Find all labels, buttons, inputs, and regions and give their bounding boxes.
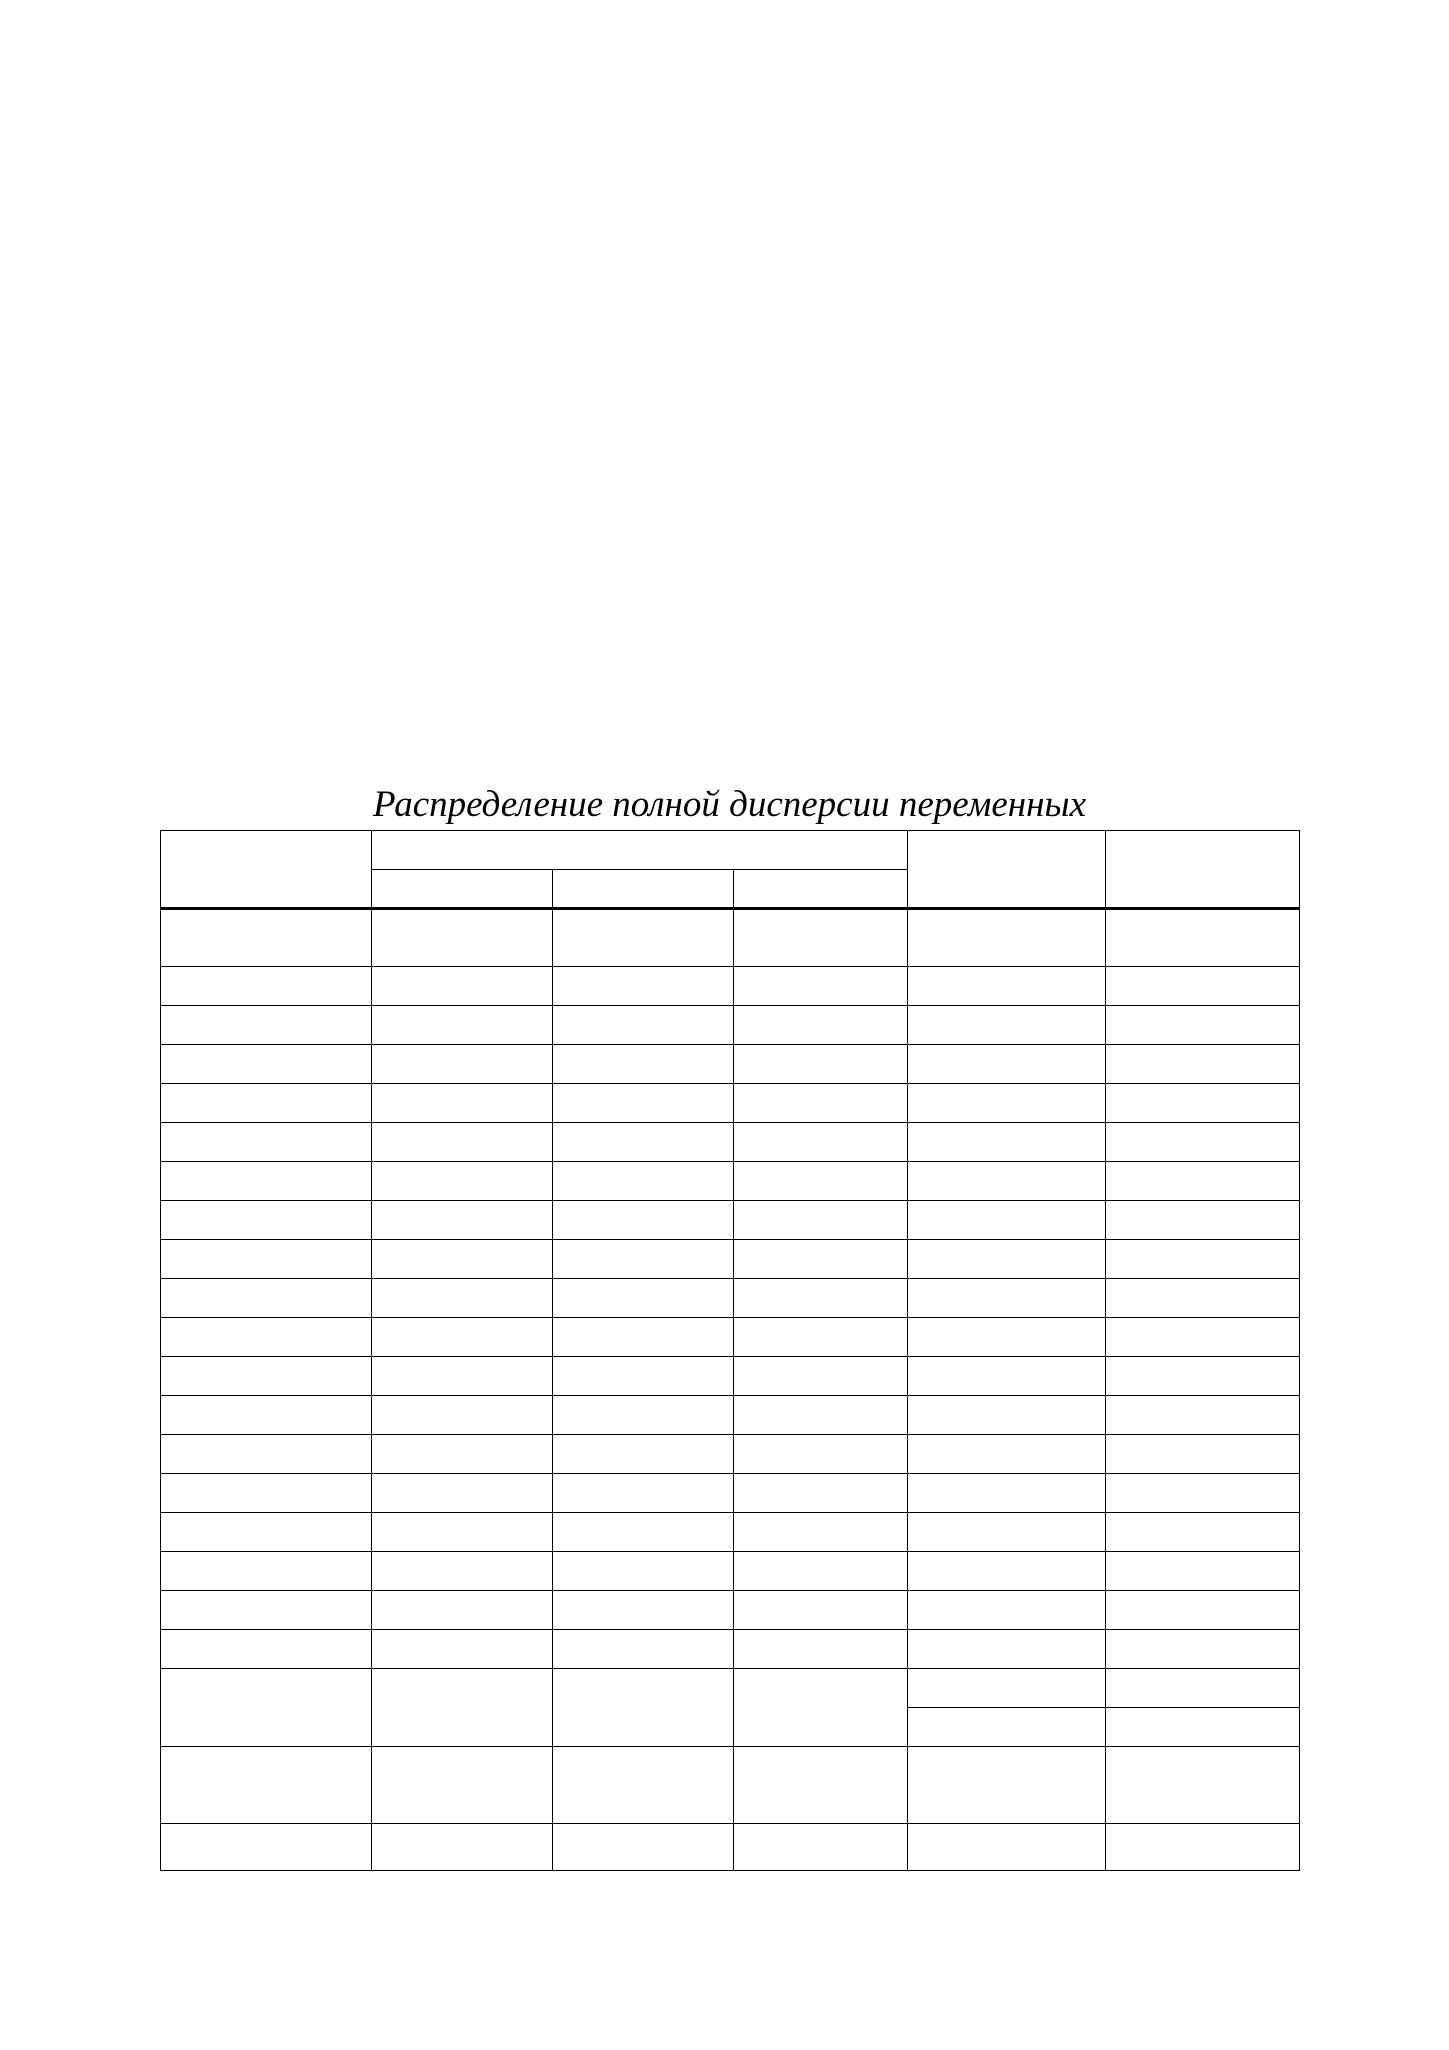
table-row — [161, 1747, 1300, 1824]
table-cell — [553, 1824, 734, 1871]
table-cell — [1106, 1279, 1300, 1318]
table-row — [161, 1513, 1300, 1552]
table-cell — [1106, 1708, 1300, 1747]
table-cell — [734, 1513, 908, 1552]
table-cell — [161, 1474, 372, 1513]
table-cell — [372, 967, 553, 1006]
table-cell — [734, 1552, 908, 1591]
table-cell — [553, 1201, 734, 1240]
table-cell — [553, 1396, 734, 1435]
table-cell — [553, 1357, 734, 1396]
table-cell — [1106, 1513, 1300, 1552]
table-cell — [734, 909, 908, 967]
header-cell-col5 — [908, 831, 1106, 909]
table-cell — [372, 1591, 553, 1630]
table-cell — [734, 1357, 908, 1396]
table-cell — [908, 1396, 1106, 1435]
table-cell — [1106, 1201, 1300, 1240]
table-cell — [1106, 1162, 1300, 1201]
table-cell — [553, 967, 734, 1006]
header-row-1 — [161, 831, 1300, 870]
table-cell — [908, 1435, 1106, 1474]
table-cell — [734, 1396, 908, 1435]
table-cell — [734, 1006, 908, 1045]
table-cell — [553, 1591, 734, 1630]
table-cell — [161, 909, 372, 967]
table-cell — [161, 1006, 372, 1045]
table-row — [161, 1279, 1300, 1318]
table-row — [161, 1824, 1300, 1871]
table-cell — [372, 1162, 553, 1201]
table-cell — [908, 1279, 1106, 1318]
table-cell — [553, 1045, 734, 1084]
table-cell — [1106, 1669, 1300, 1708]
table-cell — [908, 1006, 1106, 1045]
table-row — [161, 1201, 1300, 1240]
table-cell — [161, 1318, 372, 1357]
table-cell — [908, 909, 1106, 967]
table-cell — [1106, 1318, 1300, 1357]
table-cell — [553, 1084, 734, 1123]
table-cell — [734, 1824, 908, 1871]
table-cell — [734, 967, 908, 1006]
table-cell — [553, 1435, 734, 1474]
table-cell — [553, 1513, 734, 1552]
table-cell — [372, 1747, 553, 1824]
table-cell — [1106, 1045, 1300, 1084]
table-row — [161, 1240, 1300, 1279]
table-cell — [734, 1162, 908, 1201]
table-cell — [161, 1513, 372, 1552]
table-cell — [1106, 1006, 1300, 1045]
header-cell-component — [161, 831, 372, 909]
table-cell — [553, 1123, 734, 1162]
table-cell — [372, 909, 553, 967]
table-cell — [372, 1123, 553, 1162]
table-cell — [1106, 1084, 1300, 1123]
table-cell — [161, 967, 372, 1006]
table-row — [161, 1318, 1300, 1357]
table-cell — [372, 1669, 553, 1747]
table-cell — [1106, 1357, 1300, 1396]
table-cell — [372, 1240, 553, 1279]
header-subcell-3 — [734, 870, 908, 909]
table-row — [161, 1084, 1300, 1123]
table-cell — [908, 1747, 1106, 1824]
table-cell — [734, 1084, 908, 1123]
table-row — [161, 1435, 1300, 1474]
table-row — [161, 1357, 1300, 1396]
table-cell — [553, 1162, 734, 1201]
table-cell — [372, 1357, 553, 1396]
table-cell — [372, 1396, 553, 1435]
table-cell — [372, 1084, 553, 1123]
table-cell — [1106, 1435, 1300, 1474]
table-cell — [908, 1318, 1106, 1357]
table-row-split — [161, 1669, 1300, 1708]
table-cell — [161, 1747, 372, 1824]
table-cell — [1106, 1630, 1300, 1669]
table-cell — [734, 1318, 908, 1357]
table-cell — [161, 1084, 372, 1123]
table-row — [161, 1591, 1300, 1630]
table-cell — [1106, 1123, 1300, 1162]
table-cell — [1106, 1396, 1300, 1435]
table-cell — [734, 1591, 908, 1630]
table-cell — [372, 1630, 553, 1669]
table-cell — [1106, 1747, 1300, 1824]
table-cell — [372, 1552, 553, 1591]
table-cell — [553, 1630, 734, 1669]
table-cell — [372, 1201, 553, 1240]
table-cell — [1106, 967, 1300, 1006]
table-cell — [372, 1474, 553, 1513]
table-cell — [1106, 909, 1300, 967]
table-cell — [734, 1630, 908, 1669]
table-cell — [553, 909, 734, 967]
table-row — [161, 909, 1300, 967]
table-cell — [372, 1824, 553, 1871]
table-cell — [161, 1552, 372, 1591]
table-cell — [372, 1279, 553, 1318]
table-cell — [908, 1084, 1106, 1123]
table-cell — [734, 1474, 908, 1513]
table-cell — [161, 1357, 372, 1396]
table-cell — [553, 1240, 734, 1279]
table-row — [161, 1162, 1300, 1201]
table-cell — [372, 1318, 553, 1357]
table-cell — [553, 1006, 734, 1045]
table-cell — [908, 1201, 1106, 1240]
table-cell — [1106, 1240, 1300, 1279]
table-cell — [1106, 1824, 1300, 1871]
table-cell — [908, 1123, 1106, 1162]
table-cell — [161, 1824, 372, 1871]
table-cell — [553, 1474, 734, 1513]
table-cell — [908, 1357, 1106, 1396]
table-cell — [734, 1240, 908, 1279]
table-cell — [553, 1747, 734, 1824]
table-cell — [161, 1396, 372, 1435]
table-cell — [734, 1669, 908, 1747]
table-cell — [372, 1045, 553, 1084]
table-cell — [908, 1708, 1106, 1747]
table-cell — [908, 1240, 1106, 1279]
table-cell — [553, 1552, 734, 1591]
table-cell — [161, 1630, 372, 1669]
table-cell — [161, 1279, 372, 1318]
table-cell — [734, 1435, 908, 1474]
table-row — [161, 1123, 1300, 1162]
table-cell — [908, 1824, 1106, 1871]
table-row — [161, 1006, 1300, 1045]
table-cell — [161, 1435, 372, 1474]
table-cell — [908, 1045, 1106, 1084]
table-title: Распределение полной дисперсии переменных — [373, 784, 1086, 825]
table-cell — [908, 1474, 1106, 1513]
table-cell — [734, 1045, 908, 1084]
table-cell — [908, 1162, 1106, 1201]
table-cell — [161, 1162, 372, 1201]
table-cell — [734, 1747, 908, 1824]
table-cell — [908, 1591, 1106, 1630]
table-cell — [161, 1669, 372, 1747]
header-cell-group — [372, 831, 908, 870]
table-cell — [161, 1240, 372, 1279]
table-cell — [734, 1123, 908, 1162]
table-cell — [1106, 1552, 1300, 1591]
table-row — [161, 1396, 1300, 1435]
table-cell — [161, 1123, 372, 1162]
table-row — [161, 1552, 1300, 1591]
table-cell — [553, 1279, 734, 1318]
variance-table — [160, 830, 1300, 1871]
table-cell — [908, 1669, 1106, 1708]
header-subcell-2 — [553, 870, 734, 909]
table-cell — [908, 1630, 1106, 1669]
table-cell — [161, 1591, 372, 1630]
header-cell-col6 — [1106, 831, 1300, 909]
table-row — [161, 1045, 1300, 1084]
table-cell — [372, 1435, 553, 1474]
table-cell — [372, 1006, 553, 1045]
table-row — [161, 967, 1300, 1006]
table-cell — [553, 1318, 734, 1357]
table-row — [161, 1474, 1300, 1513]
table-cell — [1106, 1474, 1300, 1513]
table-cell — [161, 1045, 372, 1084]
table-cell — [372, 1513, 553, 1552]
header-subcell-1 — [372, 870, 553, 909]
table-cell — [553, 1669, 734, 1747]
table-cell — [734, 1279, 908, 1318]
table-cell — [908, 967, 1106, 1006]
table-row — [161, 1630, 1300, 1669]
table-cell — [161, 1201, 372, 1240]
table-cell — [908, 1513, 1106, 1552]
table-cell — [1106, 1591, 1300, 1630]
table-cell — [908, 1552, 1106, 1591]
table-cell — [734, 1201, 908, 1240]
